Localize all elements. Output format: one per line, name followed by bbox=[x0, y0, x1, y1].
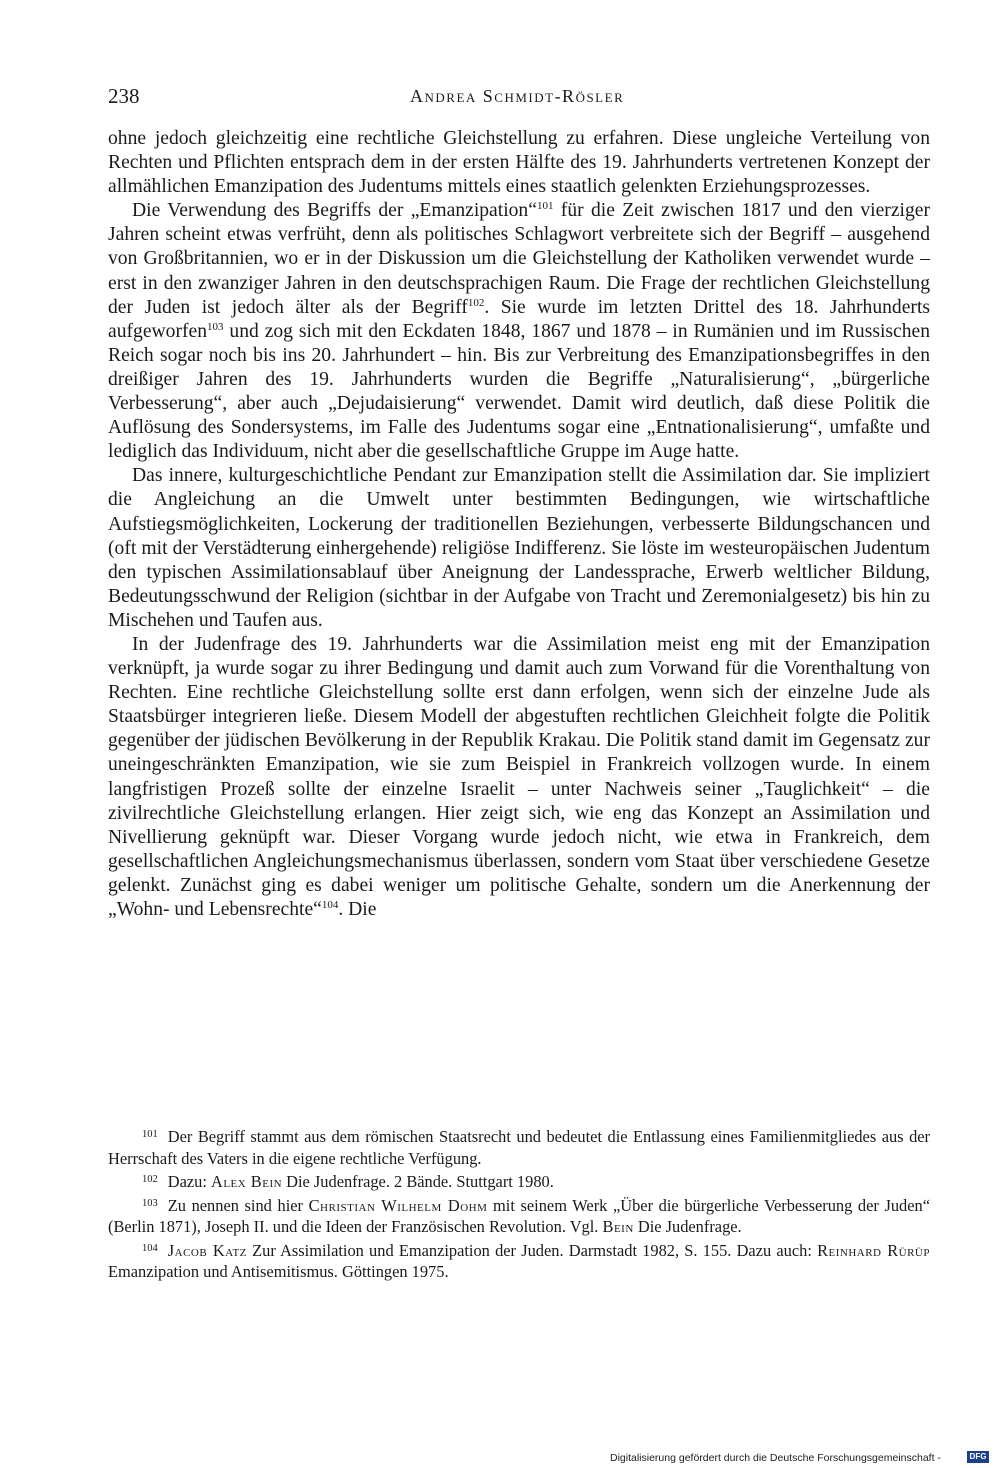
footnote-number: 101 bbox=[142, 1129, 158, 1140]
text-run: In der Judenfrage des 19. Jahrhunderts war die Assimilation meist eng mit der Emanzipation verknüpft, ja wurde sogar zu ihrer Bedingung und damit auch zum Vorwand für die Vorenthaltung von Rechten. Eine rechtliche Gleichstellung sollte erst dann erfolgen, wenn sich der einzelne Jude als Staatsbürger integrieren ließe. Diesem Modell der abgestuften rechtlichen Gleichheit folgte die Politik gegenüber der jüdischen Bevölkerung in der Republik Krakau. Die Politik stand damit im Gegensatz zur uneingeschränkten Emanzipation, wie sie zum Beispiel in Frankreich vollzogen wurde. In einem langfristigen Prozeß sollte der einzelne Israelit – unter Nachweis seiner „Tauglichkeit“ – die zivilrechtliche Gleichstellung erlangen. Hier zeigt sich, wie eng das Konzept an Assimilation und Nivellierung geknüpft war. Dieser Vorgang wurde jedoch nicht, wie etwa in Frankreich, dem gesellschaftlichen Angleichungsmechanismus überlassen, sondern vom Staat über verschiedene Gesetze gelenkt. Zunächst ging es dabei weniger um politische Gehalte, sondern um die Anerkennung der „Wohn- und Lebensrechte“ bbox=[108, 633, 930, 920]
footnote-102 bbox=[108, 1169, 930, 1193]
footnotes bbox=[108, 1124, 930, 1283]
paragraph: ohne jedoch gleichzeitig eine rechtliche Gleichstellung zu erfahren. Diese ungleiche Verteilung von Rechten und Pflichten entsprach dem in der ersten Hälfte des 19. Jahrhunderts vertretenen Konzept der allmählichen Emanzipation des Judentums mittels eines staatlich gelenkten Erziehungsprozesses. bbox=[108, 128, 930, 198]
footnote-number: 104 bbox=[142, 1242, 158, 1254]
footnote-ref-103[interactable]: 103 bbox=[207, 320, 224, 333]
footnote-103 bbox=[108, 1193, 930, 1238]
author-name: Bein bbox=[602, 1217, 634, 1236]
footnote-text: Der Begriff stammt aus dem römischen Staatsrecht und bedeutet die Entlassung eines Familienmitgliedes aus der Herrschaft des Vaters in die eigene rechtliche Verfügung. bbox=[108, 1127, 930, 1168]
digitization-credit: Digitalisierung gefördert durch die Deutsche Forschungsgemeinschaft - bbox=[610, 1452, 941, 1464]
page-number: 238 bbox=[108, 84, 140, 108]
author-name: Jacob Katz bbox=[167, 1240, 247, 1260]
footnote-ref-101[interactable]: 101 bbox=[536, 200, 554, 213]
author-name: Christian Wilhelm Dohm bbox=[308, 1195, 488, 1215]
dfg-logo: DFG bbox=[967, 1451, 989, 1463]
text-run: . Die bbox=[338, 899, 377, 920]
footnote-number: 103 bbox=[142, 1197, 158, 1209]
running-head: Andrea Schmidt-Rösler bbox=[410, 86, 625, 106]
paragraph: Das innere, kulturgeschichtliche Pendant zur Emanzipation stellt die Assimilation dar. Sie impliziert die Angleichung an die Umwelt unter bestimmten Bedingungen, wie wirtschaftliche Aufstiegsmöglichkeiten, Lockerung der traditionellen Beziehungen, verbesserte Bildungschancen und (oft mit der Verstädterung einhergehende) religiöse Indifferenz. Sie löste im westeuropäischen Judentum den typischen Assimilationsablauf über Aneignung der Landessprache, Erwerb weltlicher Bildung, Bedeutungsschwund der Religion (sichtbar in der Aufgabe von Tracht und Zeremonialgesetz) bis hin zu Mischehen und Taufen aus. bbox=[108, 465, 930, 631]
paragraph bbox=[108, 199, 930, 464]
author-name: Reinhard Rürüp bbox=[817, 1240, 930, 1260]
footnote-text: Dazu: bbox=[167, 1172, 211, 1191]
text-run: Die Verwendung des Begriffs der „Emanzipation“ bbox=[132, 200, 537, 222]
author-name: Alex Bein bbox=[210, 1172, 283, 1191]
footnote-number: 102 bbox=[142, 1174, 158, 1185]
footnote-101 bbox=[108, 1124, 930, 1169]
footnote-text: Zur Assimilation und Emanzipation der Juden. Darmstadt 1982, S. 155. Dazu auch: bbox=[246, 1240, 818, 1260]
text-run: für die Zeit zwischen 1817 und den vierziger Jahren scheint etwas verfrüht, denn als politisches Schlagwort verbreitete sich der Begriff – ausgehend von Großbritannien, wo er in der Diskussion um die Gleichstellung der Katholiken verwendet wurde – erst in den zwanziger Jahren in den deutschsprachigen Raum. Die Frage der rechtlichen Gleichstellung der Juden ist jedoch älter als der Begriff bbox=[108, 200, 930, 318]
footnote-text: Emanzipation und Antisemitismus. Göttingen 1975. bbox=[108, 1262, 449, 1281]
footnote-104 bbox=[108, 1238, 930, 1283]
footnote-text: mit seinem Werk „Über die bürgerliche Verbesserung der Juden“ (Berlin 1871), Joseph II. und die Ideen der Französischen Revolution. Vgl. bbox=[108, 1195, 930, 1236]
main-text bbox=[108, 127, 930, 922]
footnote-text: Zu nennen sind hier bbox=[167, 1195, 309, 1215]
text-run: und zog sich mit den Eckdaten 1848, 1867 und 1878 – in Rumänien und im Russischen Reich sogar noch bis ins 20. Jahrhundert – hin. Bis zur Verbreitung des Emanzipationsbegriffes in den dreißiger Jahren des 19. Jahrhunderts wurden die Begriffe „Naturalisierung“, „bürgerliche Verbesserung“, aber auch „Dejudaisierung“ verwendet. Damit wird deutlich, daß diese Politik die Auflösung des Sondersystems, im Falle des Judentums sogar eine „Entnationalisierung“, umfaßte und lediglich das Individuum, nicht aber die gesellschaftliche Gruppe im Auge hatte. bbox=[108, 320, 930, 463]
text-run: . Sie wurde im letzten Drittel des 18. Jahrhunderts aufgeworfen bbox=[108, 296, 931, 342]
footnote-ref-104[interactable]: 104 bbox=[321, 899, 339, 911]
footnote-text: Die Judenfrage. bbox=[633, 1217, 742, 1236]
paragraph bbox=[108, 633, 930, 922]
footnote-text: Die Judenfrage. 2 Bände. Stuttgart 1980. bbox=[282, 1172, 554, 1191]
footnote-ref-102[interactable]: 102 bbox=[467, 296, 485, 309]
